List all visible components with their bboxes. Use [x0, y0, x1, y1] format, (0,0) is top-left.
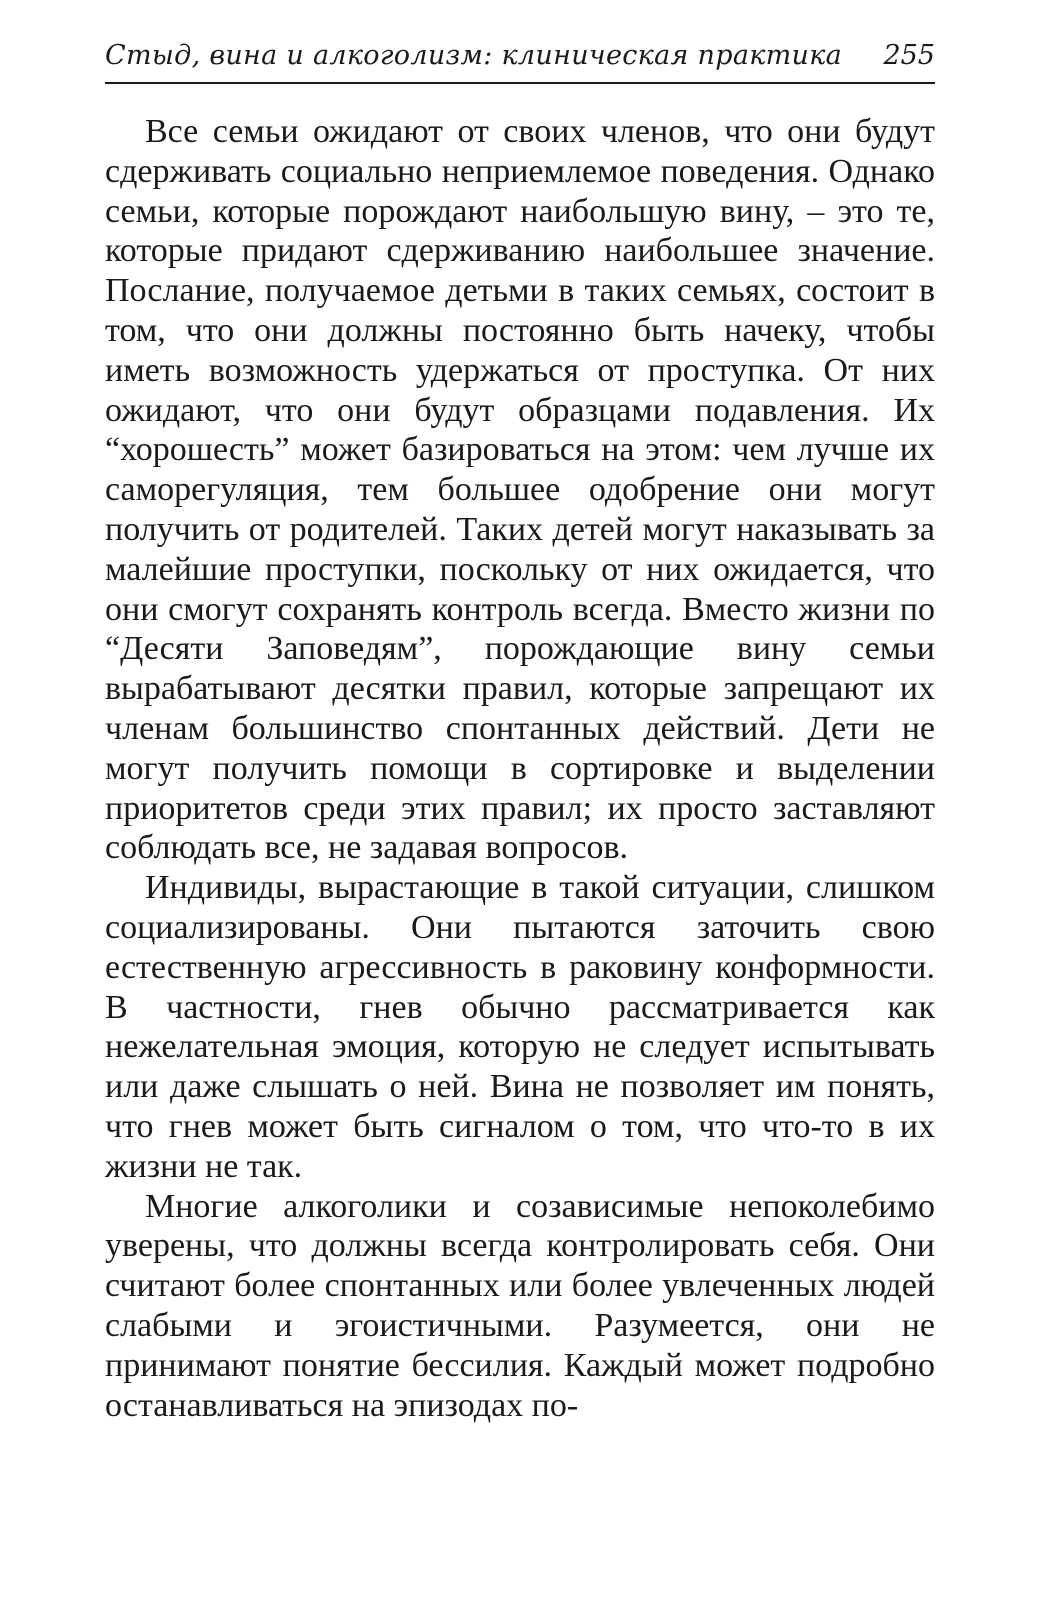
- running-title: Стыд, вина и алкоголизм: клиническая практика: [105, 40, 843, 71]
- paragraph: Многие алкоголики и созависимые непоколебимо уверены, что должны всегда контролировать себя. Они считают более спонтанных или более увлеченных людей слабыми и эгоистичными. Разумеется, они не принимают понятие бессилия. Каждый может подробно останавливаться на эпизодах по-: [105, 1187, 935, 1424]
- book-page: [105, 40, 935, 1560]
- body-text: [105, 112, 935, 1425]
- paragraph: Все семьи ожидают от своих членов, что они будут сдерживать социально неприемлемое поведения. Однако семьи, которые порождают наибольшую вину, – это те, которые придают сдерживанию наибольшее значение. Послание, получаемое детьми в таких семьях, состоит в том, что они должны постоянно быть начеку, чтобы иметь возможность удержаться от проступка. От них ожидают, что они будут образцами подавления. Их “хорошесть” может базироваться на этом: чем лучше их саморегуляция, тем большее одобрение они могут получить от родителей. Таких детей могут наказывать за малейшие проступки, поскольку от них ожидается, что они смогут сохранять контроль всегда. Вместо жизни по “Десяти Заповедям”, порождающие вину семьи вырабатывают десятки правил, которые запрещают их членам большинство спонтанных действий. Дети не могут получить помощи в сортировке и выделении приоритетов среди этих правил; их просто заставляют соблюдать все, не задавая вопросов.: [105, 113, 935, 867]
- paragraph: Индивиды, вырастающие в такой ситуации, слишком социализированы. Они пытаются заточить свою естественную агрессивность в раковину конформности. В частности, гнев обычно рассматривается как нежелательная эмоция, которую не следует испытывать или даже слышать о ней. Вина не позволяет им понять, что гнев может быть сигналом о том, что что-то в их жизни не так.: [105, 869, 935, 1185]
- running-head: [105, 40, 935, 84]
- page-number: 255: [883, 40, 935, 71]
